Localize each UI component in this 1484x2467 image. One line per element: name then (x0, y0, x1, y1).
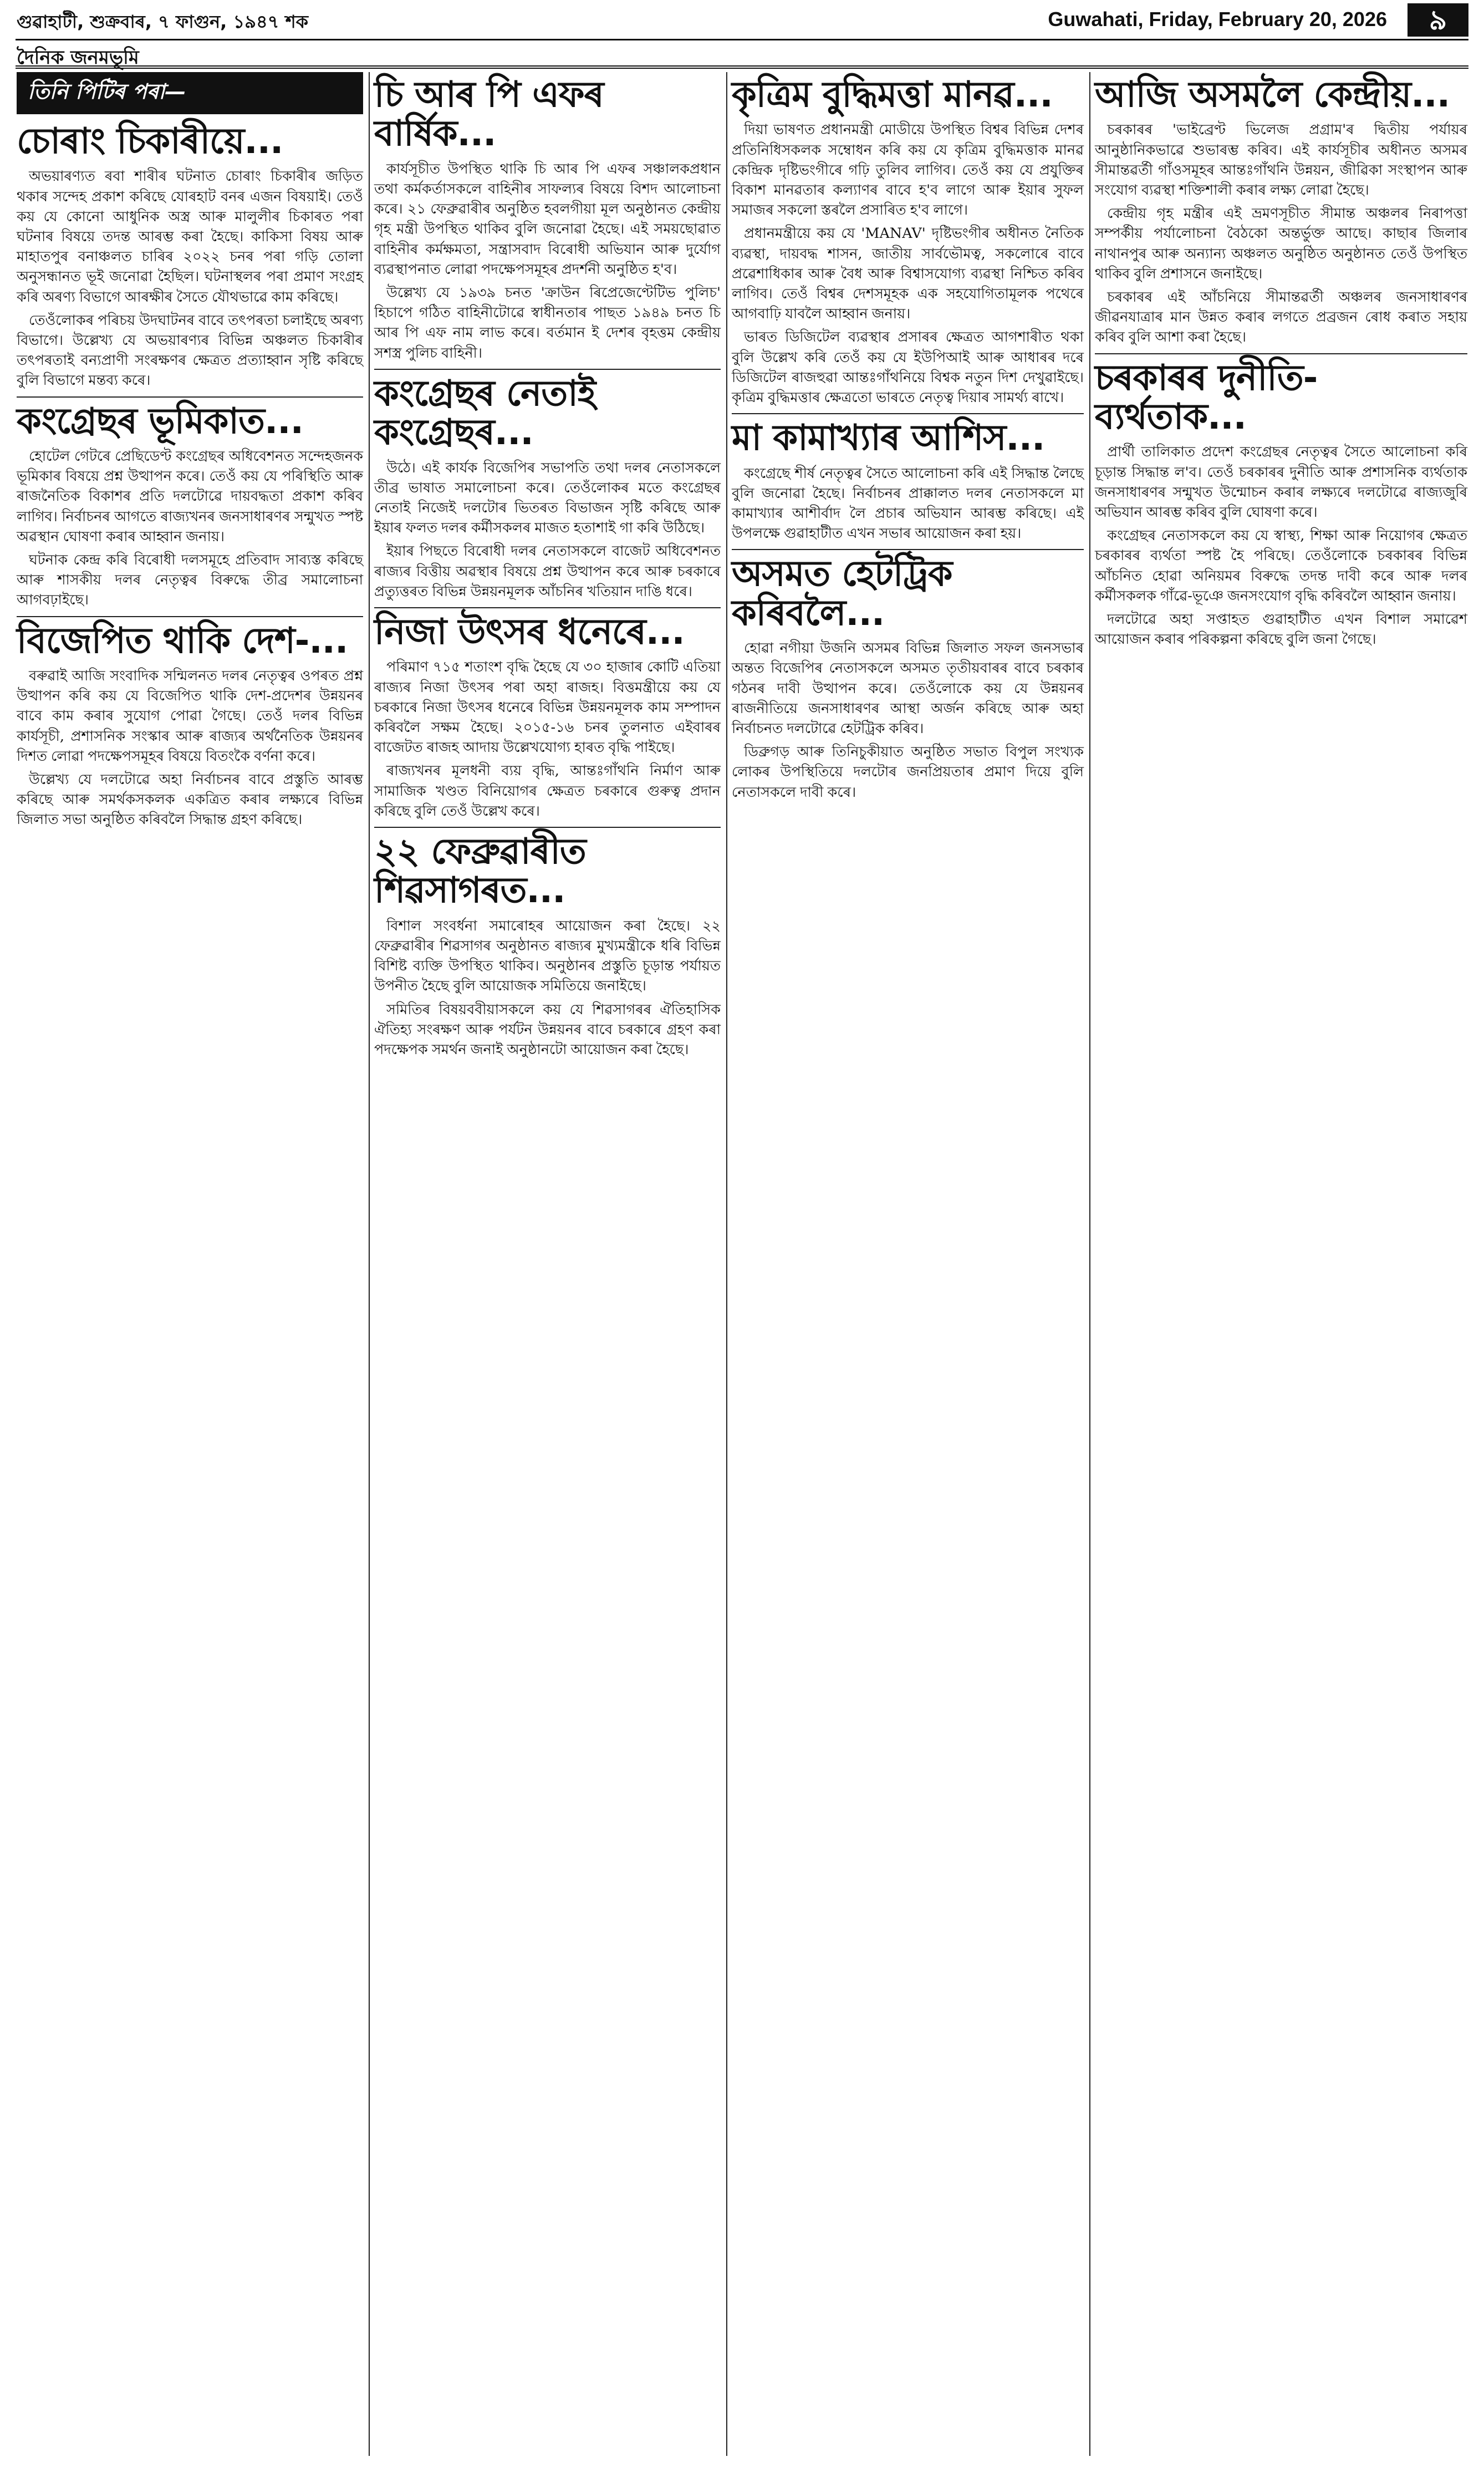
column-2 (374, 72, 721, 2456)
article-body-corruption (1095, 442, 1467, 649)
divider (732, 413, 1084, 414)
divider (1095, 353, 1467, 354)
date-assamese: গুৱাহাটী, শুক্ৰবাৰ, ৭ ফাগুন, ১৯৪৭ শক (17, 11, 309, 32)
column-4 (1095, 72, 1467, 2456)
paragraph: অভয়াৰণ্যত ৰবা শাৰীৰ ঘটনাত চোৰাং চিকাৰীৰ জড়িত থকাৰ সন্দেহ প্ৰকাশ কৰিছে যোৰহাট বনৰ এজন বিষয়াই। তেওঁ কয় যে কোনো আধুনিক অস্ত্ৰ আৰু মালুলীৰ চিকাৰত পৰা ঘটনাৰ বিষয়ে তদন্ত আৰম্ভ কৰা হৈছে। কাকিসা বিষয় আৰু মাহাতপুৰ বনাঞ্চলত চাৰিৰ ২০২২ চনৰ পৰা গড়ি তোলা অনুসন্ধানত ভূই জনোৱা হৈছিল। ঘটনাস্থলৰ পৰা প্ৰমাণ সংগ্ৰহ কৰি অৰণ্য বিভাগে আৰক্ষীৰ সৈতে যৌথভাৱে কাম কৰিছে। (17, 168, 363, 306)
paragraph: দলটোৱে অহা সপ্তাহত গুৱাহাটীত এখন বিশাল সমাৱেশ আয়োজন কৰাৰ পৰিকল্পনা কৰিছে বুলি জনা গৈছে। (1095, 611, 1467, 648)
top-rule (16, 39, 1468, 40)
headline-crpf-annual: চি আৰ পি এফৰ বাৰ্ষিক... (374, 74, 604, 155)
newspaper-brand: দৈনিক জনমভূমি (17, 47, 139, 69)
article-body-hattrick (732, 638, 1084, 802)
divider (374, 827, 721, 828)
header-rule (16, 65, 1468, 69)
paragraph: পৰিমাণ ৭১৫ শতাংশ বৃদ্ধি হৈছে যে ৩০ হাজাৰ কোটি এতিয়া ৰাজ্যৰ নিজা উৎসৰ পৰা অহা ৰাজহ। বিত্তমন্ত্ৰীয়ে কয় যে চৰকাৰে নিজা উৎসৰ ধনেৰে বিভিন্ন উন্নয়নমূলক কাম সম্পাদন কৰিবলৈ সক্ষম হৈছে। ২০১৫-১৬ চনৰ তুলনাত এইবাৰৰ বাজেটত ৰাজহ আদায় উল্লেখযোগ্য হাৰত বৃদ্ধি পাইছে। (374, 659, 721, 756)
paragraph: বিশাল সংবৰ্ধনা সমাৰোহৰ আয়োজন কৰা হৈছে। ২২ ফেব্ৰুৱাৰীৰ শিৱসাগৰ অনুষ্ঠানত ৰাজ্যৰ মুখ্যমন্ত্ৰীকে ধৰি বিভিন্ন বিশিষ্ট ব্যক্তি উপস্থিত থাকিব। অনুষ্ঠানৰ প্ৰস্তুতি চূড়ান্ত পৰ্যায়ত উপনীত হৈছে বুলি আয়োজক সমিতিয়ে জনাইছে। (374, 917, 721, 995)
paragraph: হোটেল গেটৰে প্ৰেছিডেণ্ট কংগ্ৰেছৰ অধিবেশনত সন্দেহজনক ভূমিকাৰ বিষয়ে প্ৰশ্ন উত্থাপন কৰে। তেওঁ কয় যে পৰিস্থিতি আৰু ৰাজনৈতিক বিকাশৰ প্ৰতি দলটোৱে দায়বদ্ধতা প্ৰকাশ কৰিব লাগিব। নিৰ্বাচনৰ আগতে ৰাজ্যখনৰ জনসাধাৰণৰ সন্মুখত স্পষ্ট অৱস্থান ঘোষণা কৰাৰ আহ্বান জনায়। (17, 448, 363, 545)
headline-own-revenue: নিজা উৎসৰ ধনেৰে... (374, 612, 685, 653)
article-body-poachers (17, 166, 363, 390)
paragraph: চৰকাৰৰ 'ভাইব্ৰেণ্ট ভিলেজ প্ৰগ্ৰাম'ৰ দ্বিতীয় পৰ্যায়ৰ আনুষ্ঠানিকভাৱে শুভাৰম্ভ কৰিব। এই কাৰ্যসূচীৰ অধীনত অসমৰ সীমান্তৱৰ্তী গাঁওসমূহৰ আন্তঃগাঁথনি উন্নয়ন, জীৱিকা সংস্থাপন আৰু সংযোগ ব্যৱস্থা শক্তিশালী কৰাৰ লক্ষ্য লোৱা হৈছে। (1095, 121, 1467, 199)
paragraph: হোৱা নগীয়া উজনি অসমৰ বিভিন্ন জিলাত সফল জনসভাৰ অন্তত বিজেপিৰ নেতাসকলে অসমত তৃতীয়বাৰৰ বাবে চৰকাৰ গঠনৰ দাবী উত্থাপন কৰে। তেওঁলোকে কয় যে উন্নয়নৰ ৰাজনীতিয়ে জনসাধাৰণৰ আস্থা অৰ্জন কৰিছে আৰু অহা নিৰ্বাচনত দলটোৱে হেটট্ৰিক কৰিব। (732, 640, 1084, 737)
column-3 (732, 72, 1084, 2456)
article-body-bjp-country (17, 666, 363, 830)
paragraph: ঘটনাক কেন্দ্ৰ কৰি বিৰোধী দলসমূহে প্ৰতিবাদ সাব্যস্ত কৰিছে আৰু শাসকীয় দলৰ নেতৃত্বৰ বিৰুদ্ধে তীব্ৰ সমালোচনা আগবঢ়াইছে। (17, 552, 363, 609)
headline-sivasagar: ২২ ফেব্ৰুৱাৰীত শিৱসাগৰত... (374, 831, 586, 912)
divider (17, 396, 363, 398)
paragraph: ডিব্ৰুগড় আৰু তিনিচুকীয়াত অনুষ্ঠিত সভাত বিপুল সংখ্যক লোকৰ উপস্থিতিয়ে দলটোৰ জনপ্ৰিয়তাৰ প্ৰমাণ দিয়ে বুলি নেতাসকলে দাবী কৰে। (732, 744, 1084, 801)
article-body-kamakhya (732, 464, 1084, 544)
paragraph: তেওঁলোকৰ পৰিচয় উদঘাটনৰ বাবে তৎপৰতা চলাইছে অৰণ্য বিভাগে। উল্লেখ্য যে অভয়াৰণ্যৰ বিভিন্ন অঞ্চলত চিকাৰীৰ তৎপৰতাই বন্যপ্ৰাণী সংৰক্ষণৰ ক্ষেত্ৰত প্ৰত্যাহ্বান সৃষ্টি কৰিছে বুলি বিভাগে মন্তব্য কৰে। (17, 312, 363, 389)
paragraph: কংগ্ৰেছে শীৰ্ষ নেতৃত্বৰ সৈতে আলোচনা কৰি এই সিদ্ধান্ত লৈছে বুলি জনোৱা হৈছে। নিৰ্বাচনৰ প্ৰাক্কালত দলৰ নেতাসকলে মা কামাখ্যাৰ আশীৰ্বাদ লৈ প্ৰচাৰ অভিযান আৰম্ভ কৰিছে। এই উপলক্ষে গুৱাহাটীত এখন সভাৰ আয়োজন কৰা হয়। (732, 465, 1084, 542)
headline-central-minister: আজি অসমলৈ কেন্দ্ৰীয়... (1095, 74, 1450, 115)
divider (732, 549, 1084, 550)
paragraph: কেন্দ্ৰীয় গৃহ মন্ত্ৰীৰ এই ভ্ৰমণসূচীত সীমান্ত অঞ্চলৰ নিৰাপত্তা সম্পৰ্কীয় পৰ্যালোচনা বৈঠকো অন্তৰ্ভুক্ত আছে। কাছাৰ জিলাৰ নাথানপুৰ আৰু অন্যান্য অঞ্চলত অনুষ্ঠিত অনুষ্ঠানত তেওঁ উপস্থিত থাকিব বুলি প্ৰশাসনে জনাইছে। (1095, 205, 1467, 282)
paragraph: কাৰ্যসূচীত উপস্থিত থাকি চি আৰ পি এফৰ সঞ্চালকপ্ৰধান তথা কৰ্মকৰ্তাসকলে বাহিনীৰ সাফল্যৰ বিষয়ে বিশদ আলোচনা কৰে। ২১ ফেব্ৰুৱাৰীৰ অনুষ্ঠিত হবলগীয়া মূল অনুষ্ঠানত কেন্দ্ৰীয় গৃহ মন্ত্ৰী উপস্থিত থাকিব বুলি জনোৱা হৈছে। এই সময়ছোৱাত বাহিনীৰ কৰ্মক্ষমতা, সন্ত্ৰাসবাদ বিৰোধী অভিযান আৰু দুৰ্যোগ ব্যৱস্থাপনাত লোৱা পদক্ষেপসমূহৰ প্ৰদৰ্শনী অনুষ্ঠিত হ'ব। (374, 160, 721, 278)
paragraph: ৰাজ্যখনৰ মূলধনী ব্যয় বৃদ্ধি, আন্তঃগাঁথনি নিৰ্মাণ আৰু সামাজিক খণ্ডত বিনিয়োগৰ ক্ষেত্ৰত চৰকাৰে গুৰুত্ব প্ৰদান কৰিছে বুলি তেওঁ উল্লেখ কৰে। (374, 762, 721, 820)
headline-congress-leader: কংগ্ৰেছৰ নেতাই কংগ্ৰেছৰ... (374, 373, 596, 454)
paragraph: দিয়া ভাষণত প্ৰধানমন্ত্ৰী মোডীয়ে উপস্থিত বিশ্বৰ বিভিন্ন দেশৰ প্ৰতিনিধিসকলক সম্বোধন কৰি কয় যে কৃত্ৰিম বুদ্ধিমত্তাক মানৱ কেন্দ্ৰিক দৃষ্টিভংগীৰে গঢ়ি তুলিব লাগিব। তেওঁ কয় যে প্ৰযুক্তিৰ বিকাশ মানৱতাৰ কল্যাণৰ বাবে হ'ব লাগে আৰু ইয়াৰ সুফল সমাজৰ সকলো স্তৰলৈ প্ৰসাৰিত হ'ব লাগে। (732, 121, 1084, 219)
headline-bjp-country: বিজেপিত থাকি দেশ-... (17, 620, 348, 662)
headline-ai-human: কৃত্ৰিম বুদ্ধিমত্তা মানৱ... (732, 74, 1053, 115)
column-separator (726, 72, 727, 2456)
headline-hattrick: অসমত হেটট্ৰিক কৰিবলৈ... (732, 553, 952, 634)
headline-corruption-failure: চৰকাৰৰ দুনীতি-ব্যৰ্থতাক... (1095, 357, 1318, 438)
paragraph: ভাৰত ডিজিটেল ব্যৱস্থাৰ প্ৰসাৰৰ ক্ষেত্ৰত আগশাৰীত থকা বুলি উল্লেখ কৰি তেওঁ কয় যে ইউপিআই আৰু আধাৰৰ দৰে ডিজিটেল ৰাজহুৱা আন্তঃগাঁথনিয়ে বিশ্বক নতুন দিশ দেখুৱাইছে। কৃত্ৰিম বুদ্ধিমত্তাৰ ক্ষেত্ৰতো ভাৰতে নেতৃত্ব দিয়াৰ সামৰ্থ্য ৰাখে। (732, 329, 1084, 406)
paragraph: প্ৰাৰ্থী তালিকাত প্ৰদেশ কংগ্ৰেছৰ নেতৃত্বৰ সৈতে আলোচনা কৰি চূড়ান্ত সিদ্ধান্ত ল'ব। তেওঁ চৰকাৰৰ দুনীতি আৰু প্ৰশাসনিক ব্যৰ্থতাক জনসাধাৰণৰ সন্মুখত উন্মোচন কৰাৰ লক্ষ্যৰে দলটোৱে ৰাজ্যজুৰি অভিযান আৰম্ভ কৰিব বুলি ঘোষণা কৰে। (1095, 444, 1467, 521)
divider (17, 616, 363, 617)
headline-kamakhya: মা কামাখ্যাৰ আশিস... (732, 418, 1045, 459)
paragraph: চৰকাৰৰ এই আঁচনিয়ে সীমান্তৱৰ্তী অঞ্চলৰ জনসাধাৰণৰ জীৱনযাত্ৰাৰ মান উন্নত কৰাৰ লগতে প্ৰব্ৰজন ৰোধ কৰাত সহায় কৰিব বুলি আশা কৰা হৈছে। (1095, 289, 1467, 346)
paragraph: উল্লেখ্য যে দলটোৱে অহা নিৰ্বাচনৰ বাবে প্ৰস্তুতি আৰম্ভ কৰিছে আৰু সমৰ্থকসকলক একত্ৰিত কৰাৰ লক্ষ্যৰে বিভিন্ন জিলাত সভা অনুষ্ঠিত কৰিবলৈ সিদ্ধান্ত গ্ৰহণ কৰিছে। (17, 771, 363, 828)
page-number: ৯ (1407, 3, 1468, 37)
date-english: Guwahati, Friday, February 20, 2026 (1048, 8, 1387, 30)
headline-congress-role: কংগ্ৰেছৰ ভূমিকাত... (17, 400, 303, 442)
article-body-congress-role (17, 446, 363, 611)
article-body-crpf (374, 159, 721, 363)
column-1 (17, 72, 363, 2456)
column-separator (369, 72, 370, 2456)
paragraph: প্ৰধানমন্ত্ৰীয়ে কয় যে 'MANAV' দৃষ্টিভংগীৰ অধীনত নৈতিক ব্যৱস্থা, দায়বদ্ধ শাসন, জাতীয় সাৰ্বভৌমত্ব, সকলোৰে বাবে প্ৰৱেশাধিকাৰ আৰু বৈধ আৰু বিশ্বাসযোগ্য ব্যৱস্থা নিশ্চিত কৰিব লাগিব। তেওঁ বিশ্বৰ দেশসমূহক এক সহযোগিতামূলক পথেৰে আগবাঢ়ি যাবলৈ আহ্বান জনায়। (732, 225, 1084, 323)
paragraph: উঠে। এই কাৰ্যক বিজেপিৰ সভাপতি তথা দলৰ নেতাসকলে তীব্ৰ ভাষাত সমালোচনা কৰে। তেওঁলোকৰ মতে কংগ্ৰেছৰ নেতাই নিজেই দলটোৰ ভিতৰত বিভাজন সৃষ্টি কৰিছে আৰু ইয়াৰ ফলত দলৰ কৰ্মীসকলৰ মাজত হতাশাই গা কৰি উঠিছে। (374, 459, 721, 537)
divider (374, 607, 721, 608)
article-body-congress-leader (374, 458, 721, 602)
headline-poachers: চোৰাং চিকাৰীয়ে... (17, 121, 283, 162)
divider (374, 369, 721, 370)
article-body-own-revenue (374, 657, 721, 821)
article-body-ai (732, 120, 1084, 408)
paragraph: উল্লেখ্য যে ১৯৩৯ চনত 'ক্ৰাউন ৰিপ্ৰেজেণ্টেটিভ পুলিচ' হিচাপে গঠিত বাহিনীটোৱে স্বাধীনতাৰ পাছত ১৯৪৯ চনত চি আৰ পি এফ নাম লাভ কৰে। বৰ্তমান ই দেশৰ বৃহত্তম কেন্দ্ৰীয় সশস্ত্ৰ পুলিচ বাহিনী। (374, 284, 721, 362)
column-separator (1089, 72, 1090, 2456)
paragraph: বৰুৱাই আজি সংবাদিক সন্মিলনত দলৰ নেতৃত্বৰ ওপৰত প্ৰশ্ন উত্থাপন কৰি কয় যে বিজেপিত থাকি দেশ-প্ৰদেশৰ উন্নয়নৰ বাবে কাম কৰাৰ সুযোগ পোৱা গৈছে। তেওঁ দলৰ বিভিন্ন কাৰ্যসূচী, প্ৰশাসনিক সংস্কাৰ আৰু ৰাজ্যৰ অৰ্থনৈতিক উন্নয়নৰ দিশত লোৱা পদক্ষেপসমূহৰ বিষয়ে বিতংকৈ বৰ্ণনা কৰে। (17, 668, 363, 765)
paragraph: সমিতিৰ বিষয়ববীয়াসকলে কয় যে শিৱসাগৰৰ ঐতিহাসিক ঐতিহ্য সংৰক্ষণ আৰু পৰ্যটন উন্নয়নৰ বাবে চৰকাৰে গ্ৰহণ কৰা পদক্ষেপক সমৰ্থন জনাই অনুষ্ঠানটো আয়োজন কৰা হৈছে। (374, 1001, 721, 1059)
article-body-central-minister (1095, 120, 1467, 347)
article-body-sivasagar (374, 916, 721, 1060)
paragraph: কংগ্ৰেছৰ নেতাসকলে কয় যে স্বাস্থ্য, শিক্ষা আৰু নিয়োগৰ ক্ষেত্ৰত চৰকাৰৰ ব্যৰ্থতা স্পষ্ট হৈ পৰিছে। তেওঁলোকে চৰকাৰৰ বিভিন্ন আঁচনিত হোৱা অনিয়মৰ বিৰুদ্ধে তদন্ত দাবী কৰে আৰু দলৰ কৰ্মীসকলক গাঁৱে-ভূঞে জনসংযোগ বৃদ্ধি কৰিবলৈ আহ্বান জনায়। (1095, 527, 1467, 604)
paragraph: ইয়াৰ পিছতে বিৰোধী দলৰ নেতাসকলে বাজেট অধিবেশনত ৰাজ্যৰ বিত্তীয় অৱস্থাৰ বিষয়ে প্ৰশ্ন উত্থাপন কৰে আৰু চৰকাৰে প্ৰত্যুত্তৰত বিভিন্ন উন্নয়নমূলক আঁচনিৰ খতিয়ান দাঙি ধৰে। (374, 543, 721, 600)
section-tag: তিনি পিটিৰ পৰা— (17, 72, 363, 114)
